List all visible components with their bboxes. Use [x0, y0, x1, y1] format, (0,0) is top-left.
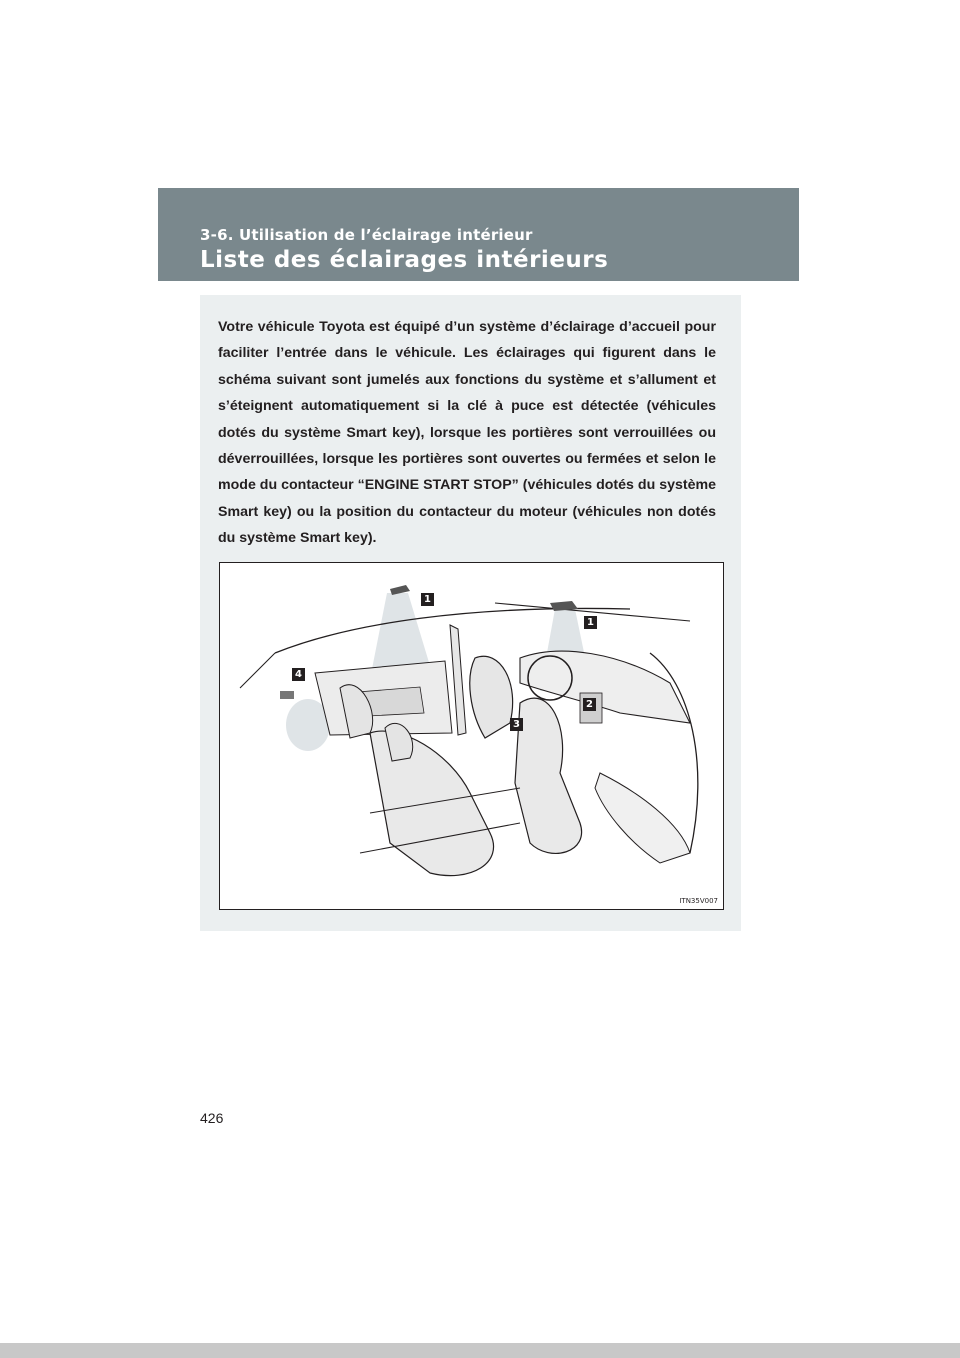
page-number: 426: [200, 1110, 224, 1126]
figure-code: ITN35V007: [679, 897, 718, 905]
callout-4: 4: [292, 668, 305, 681]
callout-1-rear: 1: [421, 593, 434, 606]
callout-1-front: 1: [584, 616, 597, 629]
intro-paragraph: Votre véhicule Toyota est équipé d’un système d’éclairage d’accueil pour faciliter l’entrée dans le véhicule. Les éclairages qui figurent dans le schéma suivant sont jumelés aux fonctions du système et s’allument et s’éteignent automatiquement si la clé à puce est détectée (véhicules dotés du système Smart key), lorsque les portières sont verrouillées ou déverrouillées, lorsque les portières sont ouvertes ou fermées et selon le mode du contacteur “ENGINE START STOP” (véhicules dotés du système Smart key) ou la position du contacteur du moteur (véhicules non dotés du système Smart key).: [218, 319, 716, 547]
interior-lights-figure: [219, 562, 724, 910]
callout-2: 2: [583, 698, 596, 711]
watermark-band: [0, 1343, 960, 1358]
page-title: Liste des éclairages intérieurs: [200, 247, 609, 273]
callout-3: 3: [510, 718, 523, 731]
car-interior-illustration: [220, 563, 723, 909]
section-label: 3-6. Utilisation de l’éclairage intérieur: [200, 226, 533, 244]
